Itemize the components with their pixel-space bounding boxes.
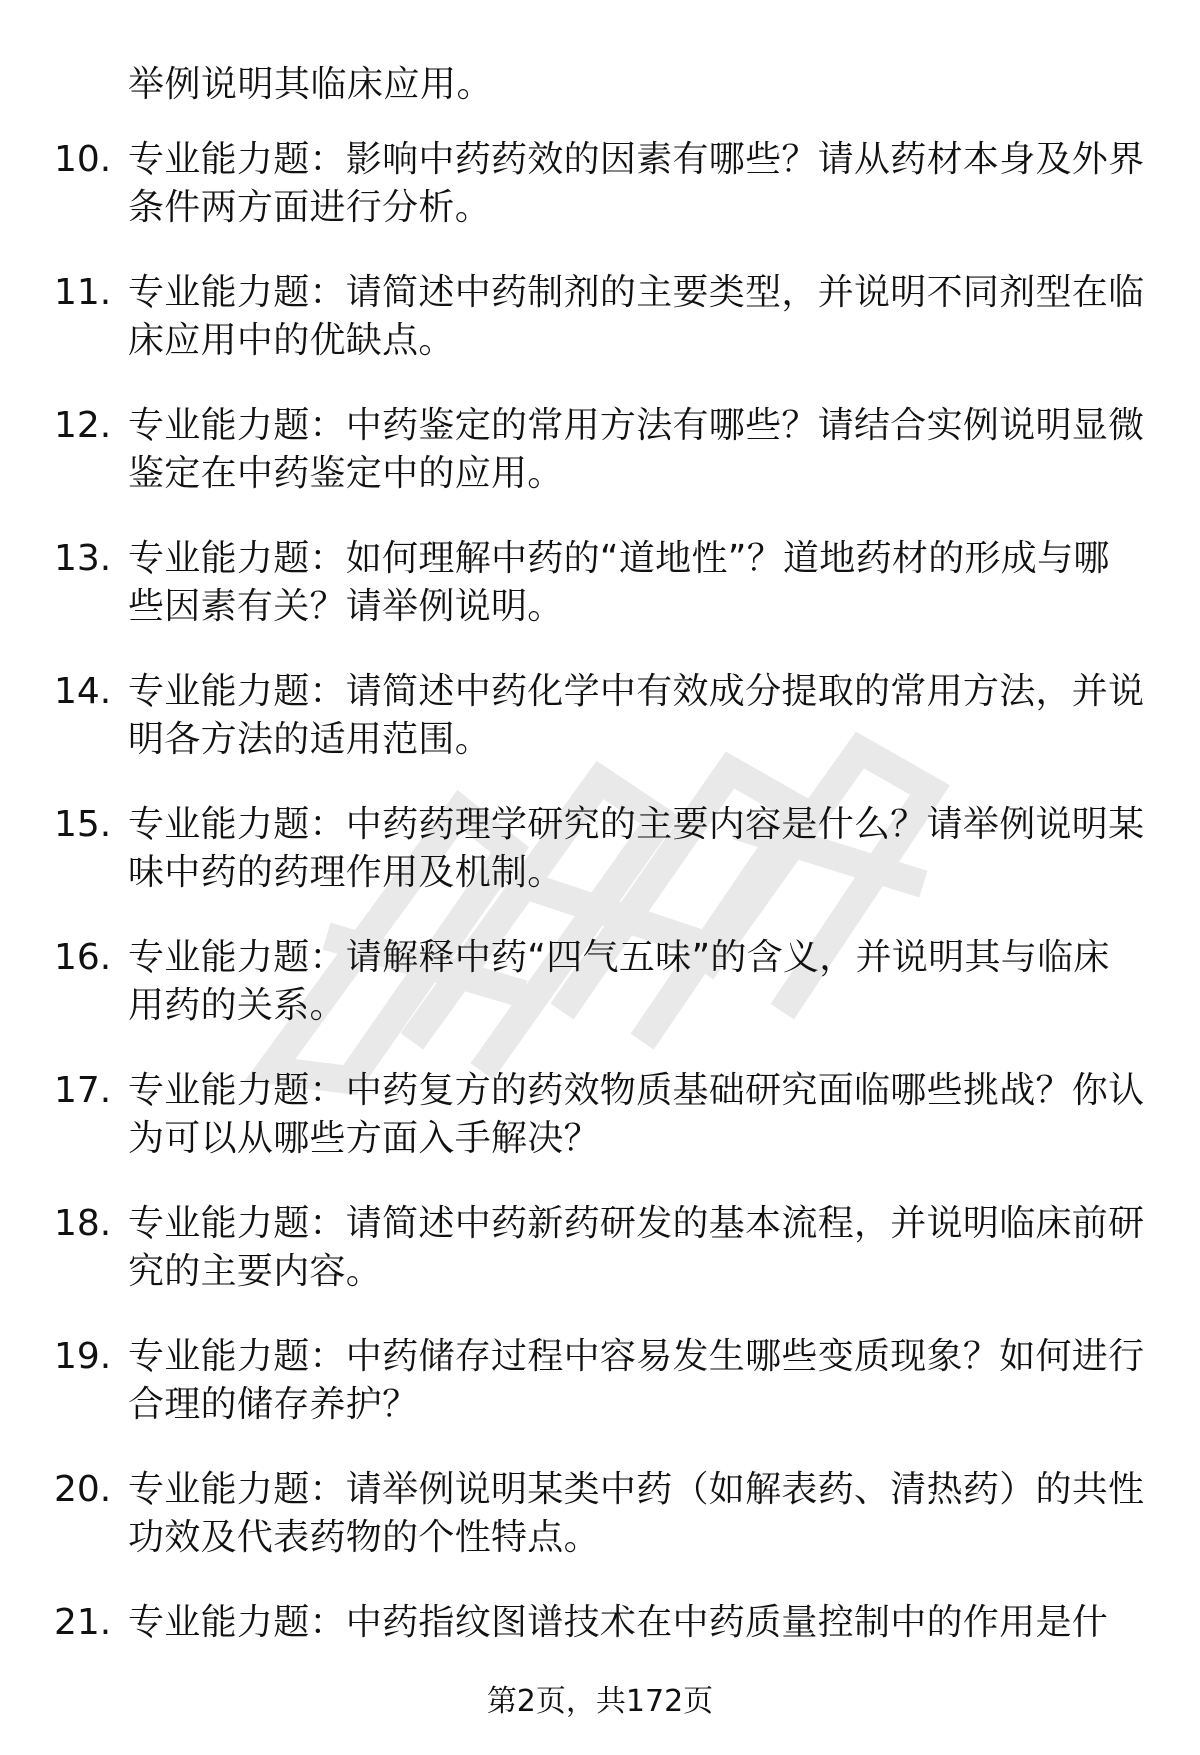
question-text (128, 269, 1145, 365)
question-number: 10. (54, 139, 112, 180)
question-line: 究的主要内容。 (128, 1251, 383, 1292)
question-list (0, 136, 1200, 1732)
page-footer: 第2页，共172页 (486, 1684, 714, 1719)
question-text (128, 668, 1145, 764)
question-text (128, 1200, 1145, 1296)
question-line: 合理的储存养护？ (128, 1384, 419, 1425)
question-line: 床应用中的优缺点。 (128, 320, 455, 361)
question-number: 14. (54, 671, 112, 712)
question-item (0, 1466, 1200, 1599)
question-line: 专业能力题：请简述中药化学中有效成分提取的常用方法，并说 (128, 671, 1145, 712)
question-text (128, 801, 1145, 897)
question-line: 功效及代表药物的个性特点。 (128, 1517, 600, 1558)
question-line: 专业能力题：中药指纹图谱技术在中药质量控制中的作用是什 (128, 1602, 1109, 1643)
question-line: 专业能力题：如何理解中药的“道地性”？道地药材的形成与哪 (128, 538, 1110, 579)
question-item (0, 535, 1200, 668)
question-text (128, 1067, 1145, 1163)
question-number: 18. (54, 1203, 112, 1244)
question-item (0, 668, 1200, 801)
question-line: 专业能力题：中药储存过程中容易发生哪些变质现象？如何进行 (128, 1336, 1145, 1377)
question-item (0, 1200, 1200, 1333)
question-item (0, 269, 1200, 402)
question-line: 些因素有关？请举例说明。 (128, 586, 564, 627)
question-line: 专业能力题：请简述中药新药研发的基本流程，并说明临床前研 (128, 1203, 1145, 1244)
question-line: 鉴定在中药鉴定中的应用。 (128, 453, 564, 494)
question-line: 味中药的药理作用及机制。 (128, 852, 564, 893)
question-text (128, 136, 1145, 232)
question-item (0, 1333, 1200, 1466)
question-item (0, 934, 1200, 1067)
question-number: 16. (54, 937, 112, 978)
question-number: 17. (54, 1070, 112, 1111)
question-line: 专业能力题：请解释中药“四气五味”的含义，并说明其与临床 (128, 937, 1110, 978)
question-number: 21. (54, 1602, 112, 1643)
question-line: 专业能力题：请简述中药制剂的主要类型，并说明不同剂型在临 (128, 272, 1145, 313)
question-line: 专业能力题：中药药理学研究的主要内容是什么？请举例说明某 (128, 804, 1145, 845)
question-line: 条件两方面进行分析。 (128, 187, 492, 228)
question-line: 专业能力题：中药鉴定的常用方法有哪些？请结合实例说明显微 (128, 405, 1145, 446)
question-number: 20. (54, 1469, 112, 1510)
question-line: 用药的关系。 (128, 985, 346, 1026)
question-text (128, 535, 1138, 631)
question-number: 19. (54, 1336, 112, 1377)
question-line: 专业能力题：中药复方的药效物质基础研究面临哪些挑战？你认 (128, 1070, 1145, 1111)
question-text (128, 934, 1138, 1030)
question-item (0, 801, 1200, 934)
question-text (128, 402, 1145, 498)
question-text (128, 1333, 1145, 1429)
question-number: 12. (54, 405, 112, 446)
question-text (128, 1466, 1145, 1562)
question-number: 13. (54, 538, 112, 579)
question-line: 明各方法的适用范围。 (128, 719, 492, 760)
question-text (128, 1599, 1138, 1647)
continuation-text: 举例说明其临床应用。 (128, 64, 494, 105)
question-item (0, 402, 1200, 535)
question-line: 专业能力题：请举例说明某类中药（如解表药、清热药）的共性 (128, 1469, 1145, 1510)
question-number: 15. (54, 804, 112, 845)
question-line: 专业能力题：影响中药药效的因素有哪些？请从药材本身及外界 (128, 139, 1145, 180)
question-number: 11. (54, 272, 112, 313)
question-line: 为可以从哪些方面入手解决？ (128, 1118, 600, 1159)
question-item (0, 136, 1200, 269)
question-item (0, 1067, 1200, 1200)
